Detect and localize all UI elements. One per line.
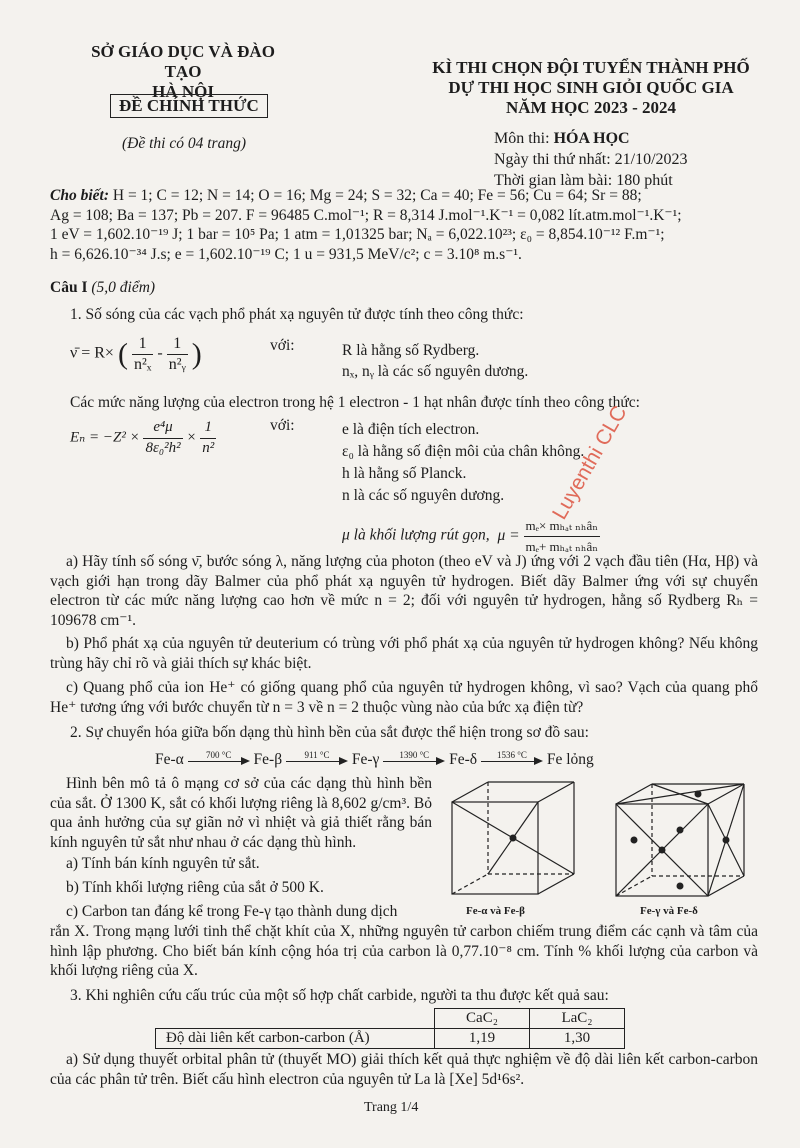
n-desc: nₓ, nᵧ là các số nguyên dương. bbox=[342, 363, 529, 380]
table-value-cac2: 1,19 bbox=[435, 1029, 530, 1049]
formula2-den2: n² bbox=[202, 439, 215, 456]
exam-title bbox=[412, 58, 770, 118]
caption-bcc: Fe-α và Fe-β bbox=[466, 905, 525, 917]
table-row-label: Độ dài liên kết carbon-carbon (Å) bbox=[156, 1029, 435, 1049]
part2-a: a) Tính bán kính nguyên tử sắt. bbox=[66, 855, 260, 872]
subject-label: Môn thi: bbox=[494, 130, 550, 147]
part3-intro: 3. Khi nghiên cứu cấu trúc của một số hợp chất carbide, người ta thu được kết quả sau: bbox=[70, 987, 609, 1004]
official-badge: ĐỀ CHÍNH THỨC bbox=[110, 94, 268, 118]
bcc-cell-diagram bbox=[442, 776, 582, 902]
caption-fcc: Fe-γ và Fe-δ bbox=[640, 905, 698, 917]
table-header-lac2: LaC₂ bbox=[530, 1009, 625, 1029]
formula1-num1: 1 bbox=[132, 334, 153, 355]
given-line1: H = 1; C = 12; N = 14; O = 16; Mg = 24; S = 32; Ca = 40; Fe = 56; Cu = 64; Sr = 88; bbox=[109, 187, 642, 204]
given-line3: 1 eV = 1,602.10⁻¹⁹ J; 1 bar = 10⁵ Pa; 1 atm = 1,01325 bar; Nₐ = 6,022.10²³; ε₀ = 8,854.10⁻¹² F.m⁻¹; bbox=[50, 226, 665, 243]
given-constants bbox=[50, 186, 762, 264]
mu-desc: μ là khối lượng rút gọn, bbox=[342, 526, 490, 544]
given-label: Cho biết: bbox=[50, 187, 109, 204]
question-title bbox=[50, 278, 155, 298]
subject-line bbox=[494, 128, 688, 149]
formula-wavenumber: ν̄ = R× ( $\frac{1}{\text{n²ₓ}}$ - $\frac{1}{\text{n²ᵧ}}$ ) bbox=[70, 335, 202, 373]
given-line2: Ag = 108; Ba = 137; Pb = 207. F = 96485 C.mol⁻¹; R = 8,314 J.mol⁻¹.K⁻¹ = 0,082 lít.atm.mol⁻¹.K⁻¹; bbox=[50, 206, 682, 224]
part1-b: b) Phổ phát xạ của nguyên tử deuterium có trùng với phổ phát xạ của nguyên tử hydrogen không? Nếu không trùng hãy chỉ rõ và giải thích sự khác biệt. bbox=[50, 635, 758, 672]
department-line2: HÀ NỘI bbox=[152, 82, 214, 101]
given-line4: h = 6,626.10⁻³⁴ J.s; e = 1,602.10⁻¹⁹ C; 1 u = 931,5 MeV/c²; c = 3.10⁸ m.s⁻¹. bbox=[50, 245, 522, 263]
arrow-4 bbox=[481, 752, 543, 768]
subject-value: HÓA HỌC bbox=[553, 130, 630, 147]
table-value-lac2: 1,30 bbox=[530, 1029, 625, 1049]
formula1-lhs: ν̄ = R× bbox=[70, 344, 114, 362]
energy-variables bbox=[342, 419, 584, 507]
exam-line3: NĂM HỌC 2023 - 2024 bbox=[506, 98, 676, 117]
mu-desc-line bbox=[342, 516, 600, 556]
transformation-scheme bbox=[155, 750, 594, 770]
formula1-den2: n²ᵧ bbox=[168, 355, 186, 373]
table-header-cac2: CaC₂ bbox=[435, 1009, 530, 1029]
with-label-2: với: bbox=[270, 417, 295, 434]
formula-energy bbox=[70, 418, 216, 458]
department-line1: SỞ GIÁO DỤC VÀ ĐÀO TẠO bbox=[91, 42, 275, 81]
formula1-num2: 1 bbox=[167, 334, 188, 355]
rydberg-desc: R là hằng số Rydberg. bbox=[342, 342, 480, 359]
eps-desc: ε₀ là hằng số điện môi của chân không. bbox=[342, 443, 585, 460]
with-label-1: với: bbox=[270, 337, 295, 354]
part2-intro: 2. Sự chuyển hóa giữa bốn dạng thù hình bền của sắt được thể hiện trong sơ đồ sau: bbox=[70, 724, 589, 741]
formula2-times: × bbox=[186, 429, 197, 446]
energy-intro: Các mức năng lượng của electron trong hệ 1 electron - 1 hạt nhân được tính theo công thức: bbox=[70, 394, 640, 411]
temp-2: 911 °C bbox=[304, 750, 330, 761]
temp-3: 1390 °C bbox=[399, 750, 430, 761]
mu-den: mₑ+ mₕₐₜ ₙₕâₙ bbox=[525, 538, 598, 554]
part3-a: a) Sử dụng thuyết orbital phân tử (thuyết MO) giải thích kết quả thực nghiệm về độ dài liên kết carbon-carbon của các phân tử trên. Biết cấu hình electron của nguyên tử La là [Xe] 5d¹6s². bbox=[50, 1051, 758, 1088]
e-desc: e là điện tích electron. bbox=[342, 421, 480, 438]
formula1-minus: - bbox=[157, 344, 163, 362]
phase-liquid: Fe lỏng bbox=[546, 751, 594, 768]
part1-intro: 1. Số sóng của các vạch phổ phát xạ nguyên tử được tính theo công thức: bbox=[70, 306, 524, 323]
exam-line2: DỰ THI HỌC SINH GIỎI QUỐC GIA bbox=[448, 78, 734, 97]
part2-c2: rắn X. Trong mạng lưới tinh thể chặt khít của X, những nguyên tử carbon chiếm trung điểm các cạnh và tâm của hình lập phương. Cho biết bán kính cộng hóa trị của carbon là 0,77.10⁻⁸ cm. Tính % khối lượng của carbon và khối lượng riêng của X. bbox=[50, 923, 758, 979]
formula1-den1: n²ₓ bbox=[133, 355, 152, 373]
formula2-lhs: Eₙ = −Z² × bbox=[70, 429, 140, 446]
table-row bbox=[156, 1029, 625, 1049]
formula2-num1: e⁴μ bbox=[143, 418, 182, 439]
exam-date: Ngày thi thứ nhất: 21/10/2023 bbox=[494, 151, 688, 168]
exam-line1: KÌ THI CHỌN ĐỘI TUYỂN THÀNH PHỐ bbox=[432, 58, 750, 77]
phase-gamma: Fe-γ bbox=[351, 751, 380, 768]
arrow-1 bbox=[188, 752, 250, 768]
part2-b: b) Tính khối lượng riêng của sắt ở 500 K. bbox=[66, 879, 324, 896]
table-corner bbox=[156, 1009, 435, 1029]
arrow-2 bbox=[286, 752, 348, 768]
formula2-num2: 1 bbox=[200, 418, 216, 439]
h-desc: h là hằng số Planck. bbox=[342, 465, 467, 482]
question-number: Câu I bbox=[50, 279, 88, 296]
carbide-table bbox=[155, 1008, 625, 1049]
exam-info bbox=[494, 128, 688, 191]
question-points: (5,0 điểm) bbox=[91, 279, 156, 296]
page-footer: Trang 1/4 bbox=[364, 1100, 419, 1115]
temp-4: 1536 °C bbox=[497, 750, 527, 761]
exam-duration: Thời gian làm bài: 180 phút bbox=[494, 172, 673, 189]
part2-c1: c) Carbon tan đáng kể trong Fe-γ tạo thành dung dịch bbox=[66, 903, 398, 920]
arrow-3 bbox=[383, 752, 445, 768]
part1-a: a) Hãy tính số sóng ν̄, bước sóng λ, năng lượng của photon (theo eV và J) ứng với 2 vạch đầu tiên (Hα, Hβ) và vạch giới hạn trong dãy Balmer của phổ phát xạ nguyên tử hydrogen. Biết dãy Balmer ứng với sự chuyển electron từ các mức năng lượng cao hơn về mức n = 2; đối với nguyên tử hydrogen, hằng số Rydberg Rₕ = 109678 cm⁻¹. bbox=[50, 553, 758, 629]
table-header-row bbox=[156, 1009, 625, 1029]
mu-num: mₑ× mₕₐₜ ₙₕâₙ bbox=[524, 516, 600, 537]
formula2-den1: 8ε₀²h² bbox=[145, 439, 181, 456]
phase-delta: Fe-δ bbox=[449, 751, 478, 768]
mu-lhs: μ = bbox=[497, 526, 520, 544]
pages-note: (Đề thi có 04 trang) bbox=[122, 135, 246, 152]
nn-desc: n là các số nguyên dương. bbox=[342, 487, 505, 504]
temp-1: 700 °C bbox=[205, 750, 232, 761]
part2-desc: Hình bên mô tả ô mạng cơ sở của các dạng thù hình bền của sắt. Ở 1300 K, sắt có khối lượng riêng là 8,602 g/cm³. Bỏ qua ảnh hưởng của sự giãn nở vì nhiệt và giả thiết rằng bán kính nguyên tử sắt như nhau ở các dạng thù hình. bbox=[50, 775, 432, 851]
phase-beta: Fe-β bbox=[253, 751, 283, 768]
department-name bbox=[78, 42, 288, 102]
fcc-cell-diagram bbox=[608, 776, 758, 902]
part1-c: c) Quang phổ của ion He⁺ có giống quang phổ của nguyên tử hydrogen không, vì sao? Vạch của quang phổ He⁺ tương ứng với bước chuyển từ n = 3 về n = 2 thuộc vùng nào của bức xạ điện từ? bbox=[50, 679, 758, 716]
watermark: Luyenthi CLC bbox=[548, 401, 632, 524]
phase-alpha: Fe-α bbox=[155, 751, 184, 768]
